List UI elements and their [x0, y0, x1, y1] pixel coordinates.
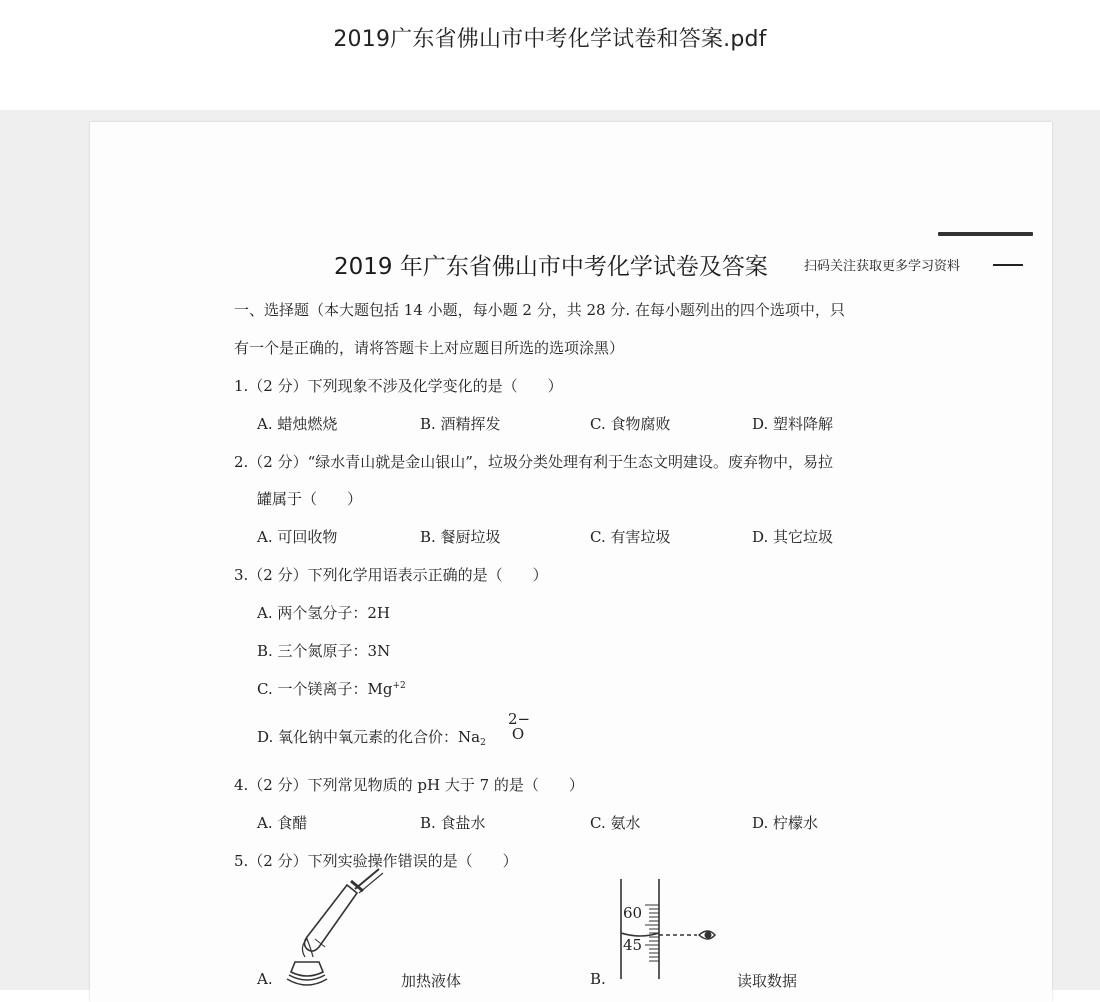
question-2-option-a: A. 可回收物 — [257, 528, 338, 546]
paper-title: 2019 年广东省佛山市中考化学试卷及答案 — [334, 254, 768, 280]
question-1-option-a: A. 蜡烛燃烧 — [257, 415, 338, 433]
question-4-option-c: C. 氨水 — [590, 814, 641, 832]
question-1-option-b: B. 酒精挥发 — [420, 415, 501, 433]
qr-note-dash — [993, 264, 1023, 266]
scan-mark — [938, 232, 1033, 236]
question-2-stem-line2: 罐属于（ ） — [257, 490, 363, 508]
document-title: 2019广东省佛山市中考化学试卷和答案.pdf — [333, 27, 767, 52]
question-2-option-b: B. 餐厨垃圾 — [420, 528, 501, 546]
pdf-viewer[interactable] — [0, 110, 1100, 990]
valence-element: O — [511, 725, 525, 743]
question-5-option-b-letter: B. — [590, 970, 606, 988]
section-instruction-line2: 有一个是正确的，请将答题卡上对应题目所选的选项涂黑） — [234, 339, 625, 357]
valence-notation — [508, 710, 531, 743]
question-1-option-d: D. 塑料降解 — [752, 415, 834, 433]
question-5-option-a-caption: 加热液体 — [401, 972, 462, 990]
question-3-option-d — [257, 726, 486, 748]
question-4-option-a: A. 食醋 — [257, 814, 308, 832]
question-2-option-d: D. 其它垃圾 — [752, 528, 834, 546]
subscript-2: 2 — [480, 738, 486, 748]
question-3-option-c-text: C. 一个镁离子：Mg — [257, 680, 393, 698]
question-2-stem-line1: 2.（2 分）“绿水青山就是金山银山”，垃圾分类处理有利于生态文明建设。废弃物中，易拉 — [234, 453, 833, 471]
question-4-option-d: D. 柠檬水 — [752, 814, 819, 832]
section-instruction-line1: 一、选择题（本大题包括 14 小题，每小题 2 分，共 28 分. 在每小题列出的四个选项中，只 — [234, 301, 845, 319]
heating-liquid-illustration — [285, 877, 405, 987]
question-3-stem: 3.（2 分）下列化学用语表示正确的是（ ） — [234, 566, 548, 584]
question-1-stem: 1.（2 分）下列现象不涉及化学变化的是（ ） — [234, 377, 563, 395]
question-2-option-c: C. 有害垃圾 — [590, 528, 671, 546]
cylinder-label-60: 60 — [623, 904, 643, 922]
question-5-stem: 5.（2 分）下列实验操作错误的是（ ） — [234, 852, 518, 870]
question-1-option-c: C. 食物腐败 — [590, 415, 671, 433]
cylinder-label-45: 45 — [623, 936, 643, 954]
question-3-option-a: A. 两个氢分子：2H — [257, 604, 390, 622]
question-5-option-a-letter: A. — [257, 970, 273, 988]
charge-superscript: +2 — [392, 681, 406, 691]
question-5-option-b-caption: 读取数据 — [737, 972, 798, 990]
question-3-option-d-text: D. 氧化钠中氧元素的化合价：Na — [257, 728, 481, 746]
question-4-option-b: B. 食盐水 — [420, 814, 486, 832]
graduated-cylinder-illustration — [615, 877, 735, 987]
document-header — [0, 0, 1100, 110]
question-3-option-c — [257, 678, 406, 699]
pdf-page — [90, 122, 1052, 1002]
qr-note: 扫码关注获取更多学习资料 — [804, 259, 961, 274]
question-3-option-b: B. 三个氮原子：3N — [257, 642, 391, 660]
question-4-stem: 4.（2 分）下列常见物质的 pH 大于 7 的是（ ） — [234, 776, 584, 794]
valence-charge: 2− — [508, 710, 531, 728]
